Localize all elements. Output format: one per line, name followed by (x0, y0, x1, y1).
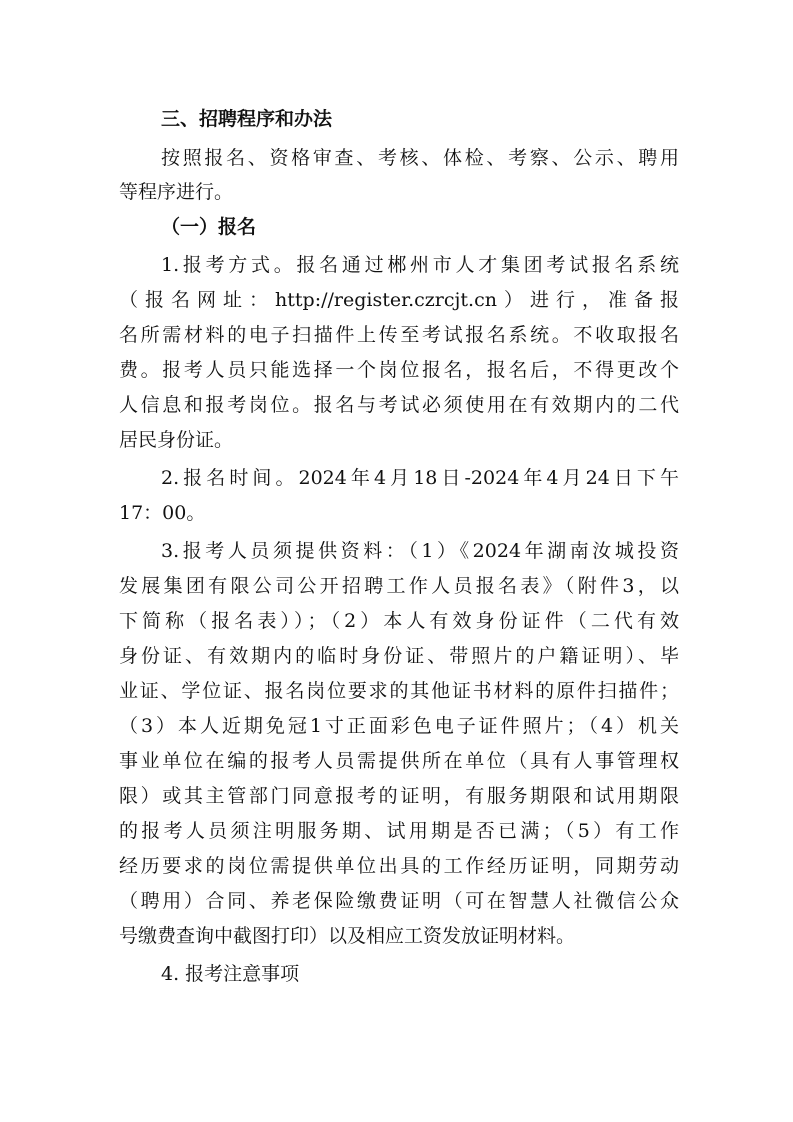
intro-line: 按照报名、资格审查、考核、体检、考察、公示、聘用 (161, 147, 679, 169)
item3-line: 号缴费查询中截图打印）以及相应工资发放证明材料。 (119, 925, 576, 947)
item3-line: （聘用）合同、养老保险缴费证明（可在智慧人社微信公众 (119, 890, 679, 912)
item3-line: 业证、学位证、报名岗位要求的其他证书材料的原件扫描件； (119, 680, 679, 702)
item1-line: 1.报考方式。报名通过郴州市人才集团考试报名系统 (161, 254, 679, 276)
item3-line: （3）本人近期免冠1寸正面彩色电子证件照片；（4）机关 (119, 715, 679, 737)
item3-line: 下简称（报名表））；（2）本人有效身份证件（二代有效 (119, 610, 679, 632)
item3-line: 事业单位在编的报考人员需提供所在单位（具有人事管理权 (119, 750, 679, 772)
section-heading: 三、招聘程序和办法 (161, 108, 333, 130)
item3-line: 的报考人员须注明服务期、试用期是否已满；（5）有工作 (119, 820, 679, 842)
item1-line: 名所需材料的电子扫描件上传至考试报名系统。不收取报名 (119, 324, 679, 346)
item3-line: 限）或其主管部门同意报考的证明，有服务期限和试用期限 (119, 785, 679, 807)
item1-line: 人信息和报考岗位。报名与考试必须使用在有效期内的二代 (119, 394, 679, 416)
item1-line: （报名网址：http://register.czrcjt.cn）进行，准备报 (119, 289, 679, 311)
item2-line: 2.报名时间。2024年4月18日-2024年4月24日下午 (161, 467, 679, 489)
item3-line: 3.报考人员须提供资料：（1）《2024年湖南汝城投资 (161, 540, 679, 562)
item1-line: 居民身份证。 (119, 429, 234, 451)
item4-line: 4. 报考注意事项 (161, 963, 300, 985)
item3-line: 发展集团有限公司公开招聘工作人员报名表》（附件3，以 (119, 575, 679, 597)
item2-line: 17：00。 (119, 502, 206, 524)
subsection-heading: （一）报名 (161, 216, 257, 238)
item3-line: 身份证、有效期内的临时身份证、带照片的户籍证明）、毕 (119, 645, 679, 667)
item1-line: 费。报考人员只能选择一个岗位报名，报名后，不得更改个 (119, 359, 679, 381)
intro-line: 等程序进行。 (119, 181, 234, 203)
item3-line: 经历要求的岗位需提供单位出具的工作经历证明，同期劳动 (119, 855, 679, 877)
